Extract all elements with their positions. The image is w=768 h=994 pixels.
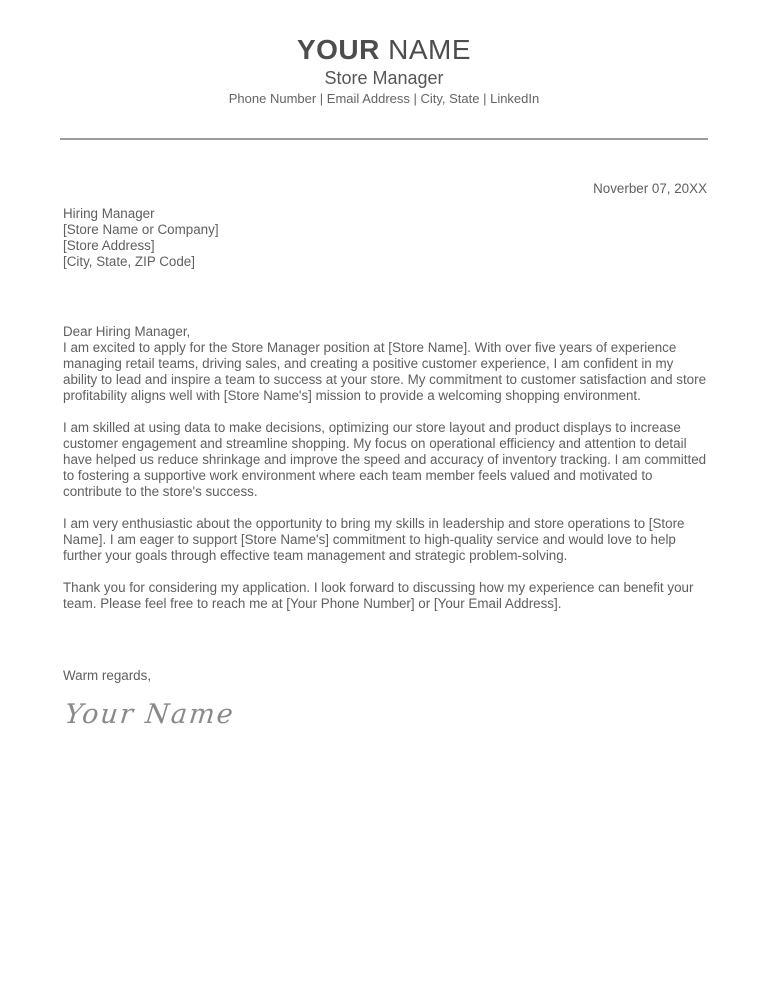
contact-info: Phone Number | Email Address | City, State | LinkedIn xyxy=(228,91,540,106)
letter-body xyxy=(63,324,707,612)
person-name-last: NAME xyxy=(388,34,472,65)
closing-block xyxy=(63,668,707,732)
letter-content xyxy=(63,181,707,732)
body-paragraph: I am skilled at using data to make decisions, optimizing our store layout and product displays to increase customer engagement and streamline shopping. My focus on operational efficiency and attention to detail have helped us reduce shrinkage and improve the speed and accuracy of inventory tracking. I am committed to fostering a supportive work environment where each team member feels valued and motivated to contribute to the store's success. xyxy=(63,420,707,499)
salutation: Dear Hiring Manager, xyxy=(63,324,191,339)
body-paragraph: I am excited to apply for the Store Manager position at [Store Name]. With over five years of experience managing retail teams, driving sales, and creating a positive customer experience, I am confident in my ability to lead and inspire a team to success at your store. My commitment to customer satisfaction and store profitability aligns well with [Store Name's] mission to provide a welcoming shopping environment. xyxy=(63,340,707,403)
body-paragraph: I am very enthusiastic about the opportunity to bring my skills in leadership and store operations to [Store Name]. I am eager to support [Store Name's] commitment to high-quality service and would love to help further your goals through effective team management and strategic problem-solving. xyxy=(63,516,685,563)
recipient-address-block xyxy=(63,206,707,270)
letter-header xyxy=(0,0,768,106)
recipient-line: [City, State, ZIP Code] xyxy=(63,254,195,269)
closing-phrase: Warm regards, xyxy=(63,668,152,683)
person-name xyxy=(0,36,768,64)
recipient-line: [Store Name or Company] xyxy=(63,222,219,237)
person-name-first: YOUR xyxy=(296,34,380,65)
recipient-line: Hiring Manager xyxy=(63,206,155,221)
job-title: Store Manager xyxy=(324,68,444,88)
letter-date: Noverber 07, 20XX xyxy=(593,181,707,196)
signature-script: Your Name xyxy=(63,699,237,730)
body-paragraph: Thank you for considering my application. I look forward to discussing how my experience can benefit your team. Please feel free to reach me at [Your Phone Number] or [Your Email Address]. xyxy=(63,580,694,611)
recipient-line: [Store Address] xyxy=(63,238,155,253)
header-divider xyxy=(60,138,708,140)
